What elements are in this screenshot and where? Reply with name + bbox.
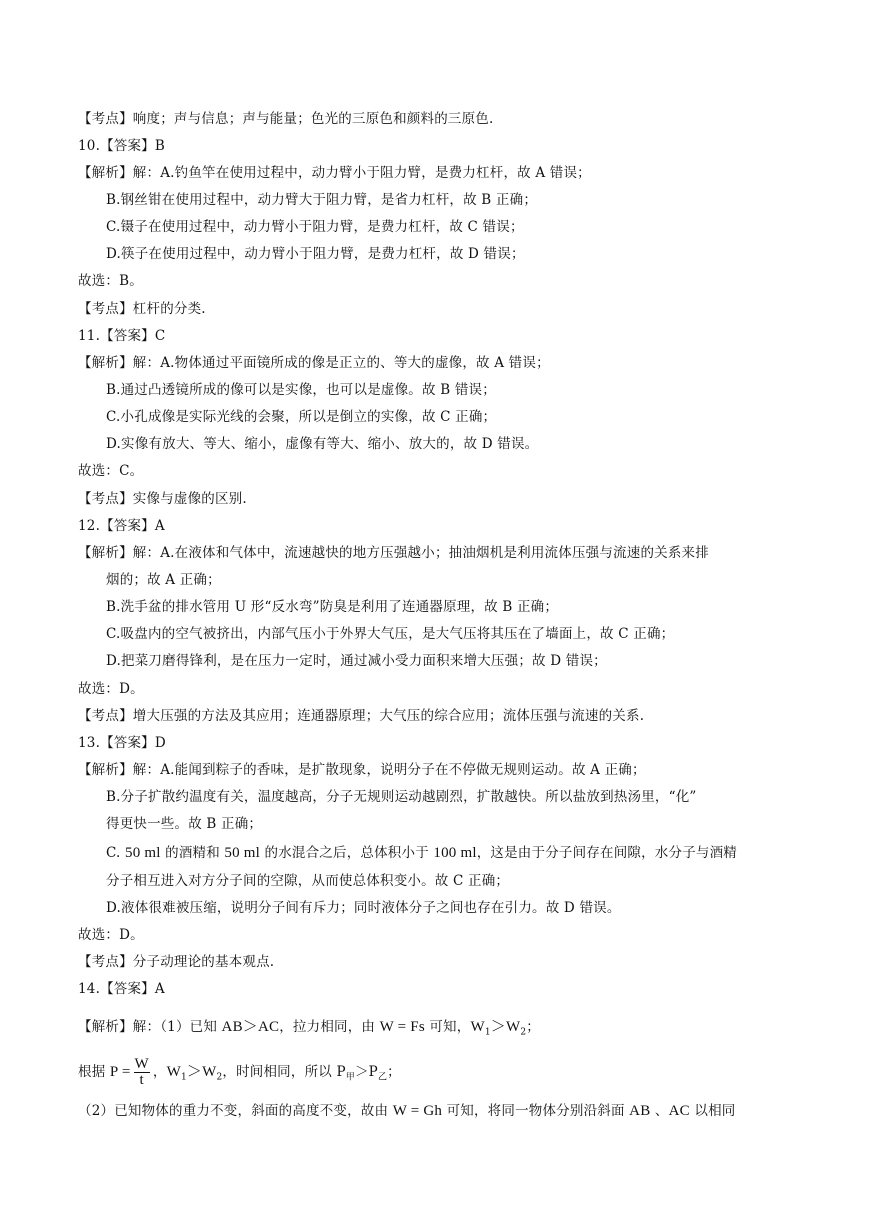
choice-line: 故选：D。 — [78, 927, 144, 943]
choice-line: 故选：B。 — [78, 273, 143, 289]
math-symbol: AB — [629, 1103, 651, 1119]
answer-heading: 10.【答案】B — [78, 138, 165, 154]
text-segment: ； — [526, 1019, 540, 1035]
text-segment: ； — [387, 1064, 401, 1080]
text-segment: （2）已知物体的重力不变，斜面的高度不变，故由 — [78, 1103, 393, 1119]
text-segment: ，时间相同，所以 P — [222, 1064, 346, 1080]
choice-line: 故选：C。 — [78, 463, 144, 479]
analysis-line: 烟的；故 A 正确； — [106, 572, 221, 588]
kaodian-line: 【考点】增大压强的方法及其应用；连通器原理；大气压的综合应用；流体压强与流速的关系. — [78, 708, 645, 724]
analysis-line: D.实像有放大、等大、缩小，虚像有等大、缩小、放大的，故 D 错误。 — [106, 436, 539, 452]
analysis-line: B.通过凸透镜所成的像可以是实像，也可以是虚像。故 B 错误； — [106, 382, 496, 398]
analysis-line: 【解析】解：A.物体通过平面镜所成的像是正立的、等大的虚像，故 A 错误； — [78, 355, 550, 371]
subscript: 1 — [484, 1027, 491, 1038]
analysis-line: 【解析】解：A.在液体和气体中，流速越快的地方压强越小；抽油烟机是利用流体压强与流速的关系来排 — [78, 545, 709, 561]
analysis-line: C.镊子在使用过程中，动力臂小于阻力臂，是费力杠杆，故 C 错误； — [106, 219, 524, 235]
math-symbol: AC — [668, 1103, 690, 1119]
analysis-line: B.洗手盆的排水管用 U 形“反水弯”防臭是利用了连通器原理，故 B 正确； — [106, 599, 559, 615]
math-quantity: 50 ml — [224, 845, 261, 861]
subscript: 2 — [216, 1072, 223, 1083]
math-expression: AB＞AC — [221, 1019, 280, 1035]
text-segment: 以相同 — [689, 1103, 736, 1119]
text-segment: 可知，将同一物体分别沿斜面 — [442, 1103, 630, 1119]
subscript: 2 — [520, 1027, 527, 1038]
analysis-line: D.筷子在使用过程中，动力臂小于阻力臂，是费力杠杆，故 D 错误； — [106, 246, 525, 262]
fraction-numerator: W — [134, 1056, 149, 1072]
math-formula: W = Gh — [392, 1103, 443, 1119]
text-segment: ， — [152, 1064, 167, 1080]
math-symbol: ＞W — [490, 1019, 521, 1035]
analysis-line: 【解析】解：A.钓鱼竿在使用过程中，动力臂小于阻力臂，是费力杠杆，故 A 错误； — [78, 165, 591, 181]
kaodian-line: 【考点】分子动理论的基本观点. — [78, 954, 275, 970]
math-symbol: P = — [109, 1064, 131, 1080]
analysis-line-gravity — [78, 1101, 735, 1121]
answer-heading: 11.【答案】C — [78, 328, 166, 344]
answer-heading: 12.【答案】A — [78, 518, 165, 534]
answer-heading: 13.【答案】D — [78, 735, 166, 751]
text-segment: 【解析】解：（1）已知 — [78, 1019, 222, 1035]
text-segment: ，拉力相同，由 — [279, 1019, 380, 1035]
choice-line: 故选：D。 — [78, 681, 144, 697]
subscript: 乙 — [377, 1072, 388, 1083]
kaodian-line: 【考点】实像与虚像的区别. — [78, 491, 247, 507]
math-symbol: W — [166, 1064, 181, 1080]
text-segment: 根据 — [78, 1064, 110, 1080]
kaodian-line: 【考点】杠杆的分类. — [78, 301, 206, 317]
analysis-line: B.分子扩散约温度有关，温度越高，分子无规则运动越剧烈，扩散越快。所以盐放到热汤里，“化” — [106, 789, 697, 805]
analysis-line: 得更快一些。故 B 正确； — [106, 816, 263, 832]
text-segment: 的水混合之后，总体积小于 — [260, 845, 434, 861]
subscript: 甲 — [345, 1072, 355, 1083]
text-segment: 可知， — [424, 1019, 471, 1035]
text-segment: C. — [106, 845, 126, 861]
text-segment: ，这是由于分子间存在间隙，水分子与酒精 — [476, 845, 738, 861]
analysis-line: C.小孔成像是实际光线的会聚，所以是倒立的实像，故 C 正确； — [106, 409, 497, 425]
text-segment: 、 — [650, 1103, 669, 1119]
analysis-line-volume — [106, 843, 737, 863]
math-symbol: ＞W — [186, 1064, 217, 1080]
analysis-line: 【解析】解：A.能闻到粽子的香味，是扩散现象，说明分子在不停做无规则运动。故 A 正确； — [78, 762, 646, 778]
analysis-line: 分子相互进入对方分子间的空隙，从而使总体积变小。故 C 正确； — [106, 873, 510, 889]
fraction-denominator: t — [139, 1072, 144, 1088]
math-quantity: 100 ml — [433, 845, 477, 861]
fraction — [134, 1057, 150, 1088]
text-segment: 的酒精和 — [160, 845, 225, 861]
math-quantity: 50 ml — [125, 845, 161, 861]
analysis-line: B.钢丝钳在使用过程中，动力臂大于阻力臂，是省力杠杆，故 B 正确； — [106, 192, 538, 208]
text-segment: ＞P — [354, 1064, 378, 1080]
answer-heading: 14.【答案】A — [78, 981, 165, 997]
analysis-line: C.吸盘内的空气被挤出，内部气压小于外界大气压，是大气压将其压在了墙面上，故 C 正确； — [106, 626, 675, 642]
power-formula-line — [78, 1052, 401, 1098]
math-symbol: W — [470, 1019, 485, 1035]
analysis-line: D.把菜刀磨得锋利，是在压力一定时，通过减小受力面积来增大压强；故 D 错误； — [106, 653, 607, 669]
math-formula: W = Fs — [379, 1019, 425, 1035]
analysis-line-work — [78, 1017, 540, 1043]
subscript: 1 — [180, 1072, 187, 1083]
kaodian-line: 【考点】响度；声与信息；声与能量；色光的三原色和颜料的三原色. — [78, 111, 494, 127]
analysis-line: D.液体很难被压缩，说明分子间有斥力；同时液体分子之间也存在引力。故 D 错误。 — [106, 900, 621, 916]
